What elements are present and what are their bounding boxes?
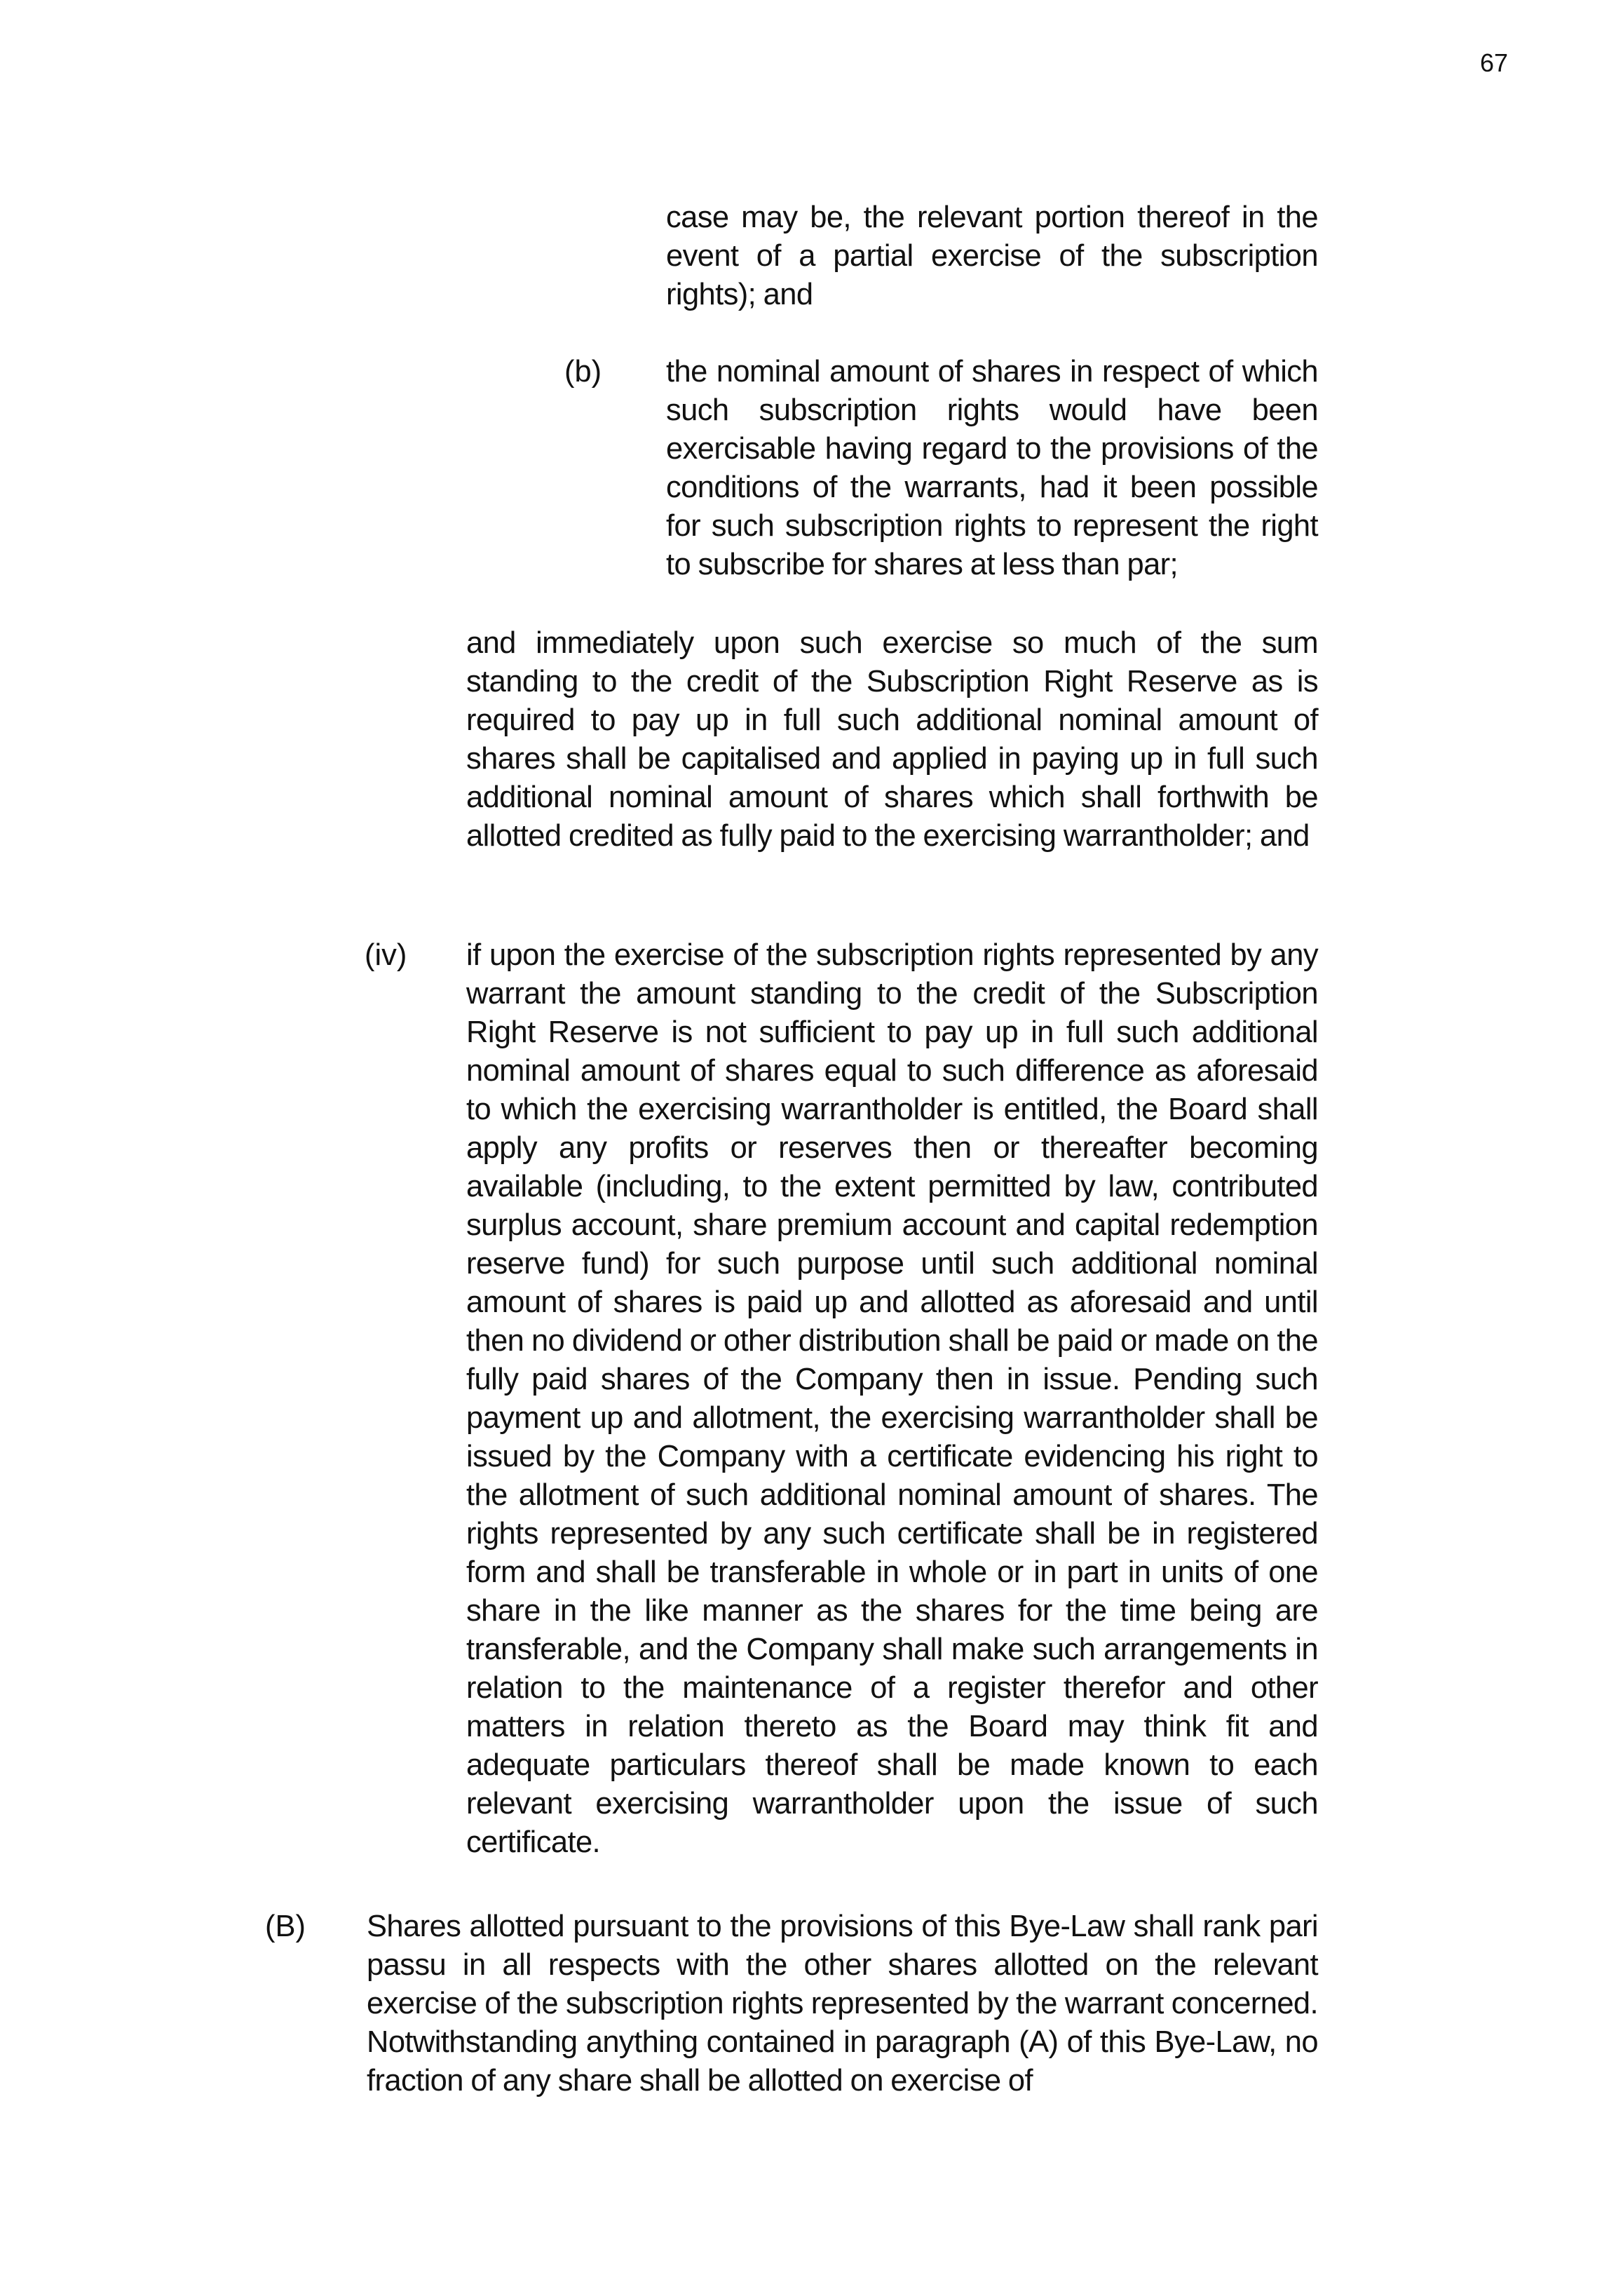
continuation-paragraph: case may be, the relevant portion thereof in the event of a partial exercise of the subscription rights); and [666,201,1318,311]
item-iv-marker: (iv) [365,938,407,972]
item-b-paragraph: the nominal amount of shares in respect of which such subscription rights would have been exercisable having regard to the provisions of the conditions of the warrants, had it been possible for such subscription rights to represent the right to subscribe for shares at less than par; [666,355,1318,581]
item-B-marker: (B) [265,1910,306,1943]
item-B-paragraph: Shares allotted pursuant to the provisions of this Bye-Law shall rank pari passu in all respects with the other shares allotted on the relevant exercise of the subscription rights represented by the warrant concerned. Notwithstanding anything contained in paragraph (A) of this Bye-Law, no fraction of any share shall be allotted on exercise of [367,1910,1318,2098]
after-list-paragraph: and immediately upon such exercise so much of the sum standing to the credit of the Subscription Right Reserve as is required to pay up in full such additional nominal amount of shares shall be capitalised and applied in paying up in full such additional nominal amount of shares which shall forthwith be allotted credited as fully paid to the exercising warrantholder; and [466,626,1318,853]
item-iv-paragraph: if upon the exercise of the subscription rights represented by any warrant the amount standing to the credit of the Subscription Right Reserve is not sufficient to pay up in full such additional nominal amount of shares equal to such difference as aforesaid to which the exercising warrantholder is entitled, the Board shall apply any profits or reserves then or thereafter becoming available (including, to the extent permitted by law, contributed surplus account, share premium account and capital redemption reserve fund) for such purpose until such additional nominal amount of shares is paid up and allotted as aforesaid and until then no dividend or other distribution shall be paid or made on the fully paid shares of the Company then in issue. Pending such payment up and allotment, the exercising warrantholder shall be issued by the Company with a certificate evidencing his right to the allotment of such additional nominal amount of shares. The rights represented by any such certificate shall be in registered form and shall be transferable in whole or in part in units of one share in the like manner as the shares for the time being are transferable, and the Company shall make such arrangements in relation to the maintenance of a register therefor and other matters in relation thereto as the Board may think fit and adequate particulars thereof shall be made known to each relevant exercising warrantholder upon the issue of such certificate. [466,938,1318,1859]
page-number: 67 [1479,48,1508,77]
item-b-marker: (b) [564,355,602,389]
